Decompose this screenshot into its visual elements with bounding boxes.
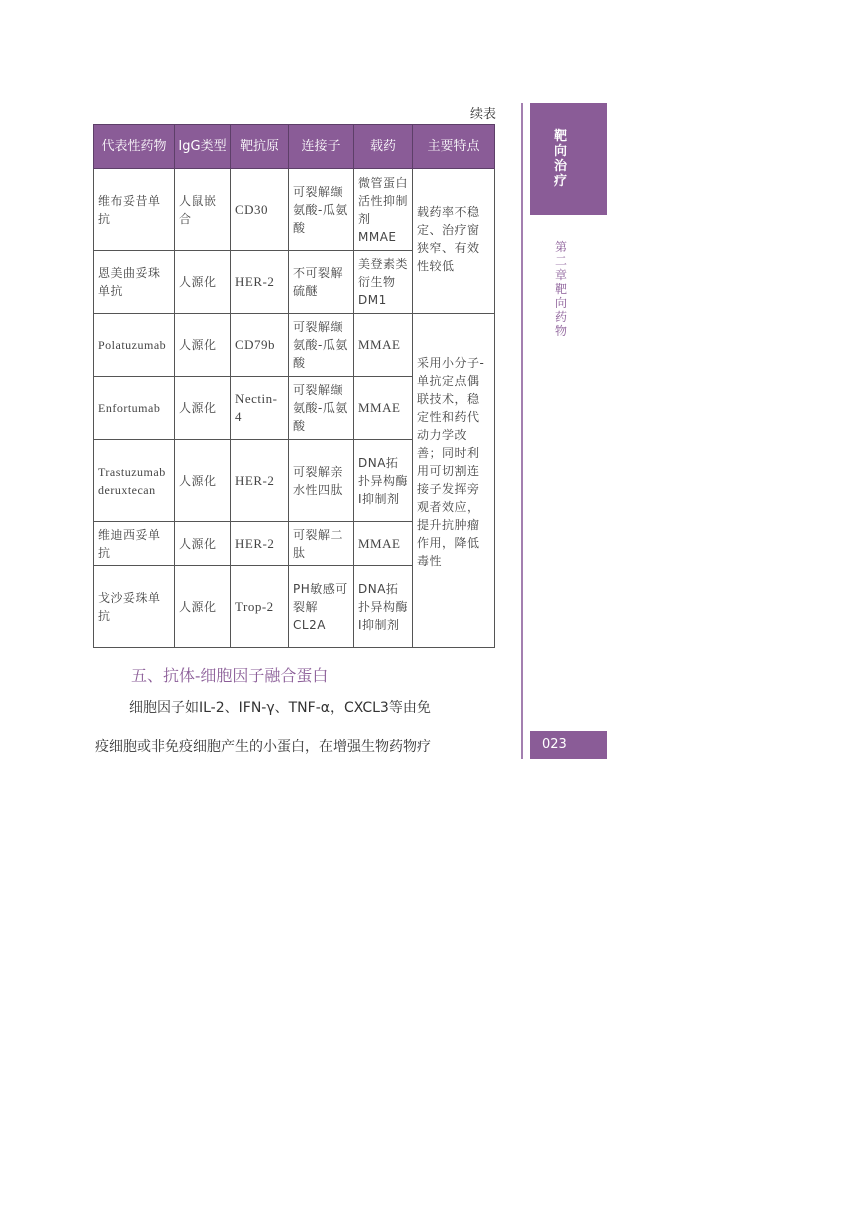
margin-divider (521, 103, 523, 759)
header-antigen: 靶抗原 (231, 125, 289, 169)
linker-cell: 可裂解缬氨酸-瓜氨酸 (289, 169, 354, 251)
drug-cell: Polatuzumab (94, 314, 175, 377)
payload-cell: DNA拓扑异构酶Ⅰ抑制剂 (354, 566, 413, 648)
adc-drug-table (93, 124, 495, 648)
antigen-cell: Nectin-4 (231, 377, 289, 440)
header-payload: 载药 (354, 125, 413, 169)
table-header-row (94, 125, 495, 169)
features-cell-group2: 采用小分子-单抗定点偶联技术，稳定性和药代动力学改善；同时利用可切割连接子发挥旁观者效应，提升抗肿瘤作用，降低毒性 (413, 314, 495, 648)
igg-cell: 人源化 (175, 314, 231, 377)
header-linker: 连接子 (289, 125, 354, 169)
body-paragraph-line: 细胞因子如IL-2、IFN-γ、TNF-α，CXCL3等由免 (129, 700, 431, 716)
drug-cell: 恩美曲妥珠单抗 (94, 251, 175, 314)
linker-cell: 可裂解缬氨酸-瓜氨酸 (289, 377, 354, 440)
linker-cell: 不可裂解硫醚 (289, 251, 354, 314)
igg-cell: 人鼠嵌合 (175, 169, 231, 251)
header-drug: 代表性药物 (94, 125, 175, 169)
payload-cell: MMAE (354, 314, 413, 377)
payload-cell: 微管蛋白活性抑制剂MMAE (354, 169, 413, 251)
section-tab-label: 靶向治疗 (554, 129, 568, 189)
linker-cell: 可裂解亲水性四肽 (289, 440, 354, 522)
antigen-cell: CD79b (231, 314, 289, 377)
continued-label: 续表 (469, 107, 496, 122)
section-tab (530, 103, 607, 215)
igg-cell: 人源化 (175, 251, 231, 314)
drug-cell: 维迪西妥单抗 (94, 522, 175, 566)
linker-cell: 可裂解缬氨酸-瓜氨酸 (289, 314, 354, 377)
antigen-cell: CD30 (231, 169, 289, 251)
drug-cell: Enfortumab (94, 377, 175, 440)
antigen-cell: HER-2 (231, 440, 289, 522)
linker-cell: 可裂解二肽 (289, 522, 354, 566)
payload-cell: 美登素类衍生物DM1 (354, 251, 413, 314)
linker-cell: PH敏感可裂解CL2A (289, 566, 354, 648)
drug-cell: 戈沙妥珠单抗 (94, 566, 175, 648)
header-igg-type: IgG类型 (175, 125, 231, 169)
igg-cell: 人源化 (175, 522, 231, 566)
header-features: 主要特点 (413, 125, 495, 169)
body-paragraph-line: 疫细胞或非免疫细胞产生的小蛋白，在增强生物药物疗 (95, 739, 431, 755)
drug-cell: 维布妥昔单抗 (94, 169, 175, 251)
drug-cell: Trastuzumab deruxtecan (94, 440, 175, 522)
igg-cell: 人源化 (175, 440, 231, 522)
table-row (94, 314, 495, 377)
payload-cell: DNA拓扑异构酶Ⅰ抑制剂 (354, 440, 413, 522)
igg-cell: 人源化 (175, 377, 231, 440)
payload-cell: MMAE (354, 377, 413, 440)
section-title: 五、抗体-细胞因子融合蛋白 (131, 666, 329, 685)
antigen-cell: HER-2 (231, 251, 289, 314)
chapter-label: 第二章 靶向药物 (555, 240, 568, 338)
page-number: 023 (530, 731, 607, 759)
features-cell-group1: 载药率不稳定、治疗窗狭窄、有效性较低 (413, 169, 495, 314)
table-row (94, 169, 495, 251)
antigen-cell: Trop-2 (231, 566, 289, 648)
antigen-cell: HER-2 (231, 522, 289, 566)
igg-cell: 人源化 (175, 566, 231, 648)
payload-cell: MMAE (354, 522, 413, 566)
